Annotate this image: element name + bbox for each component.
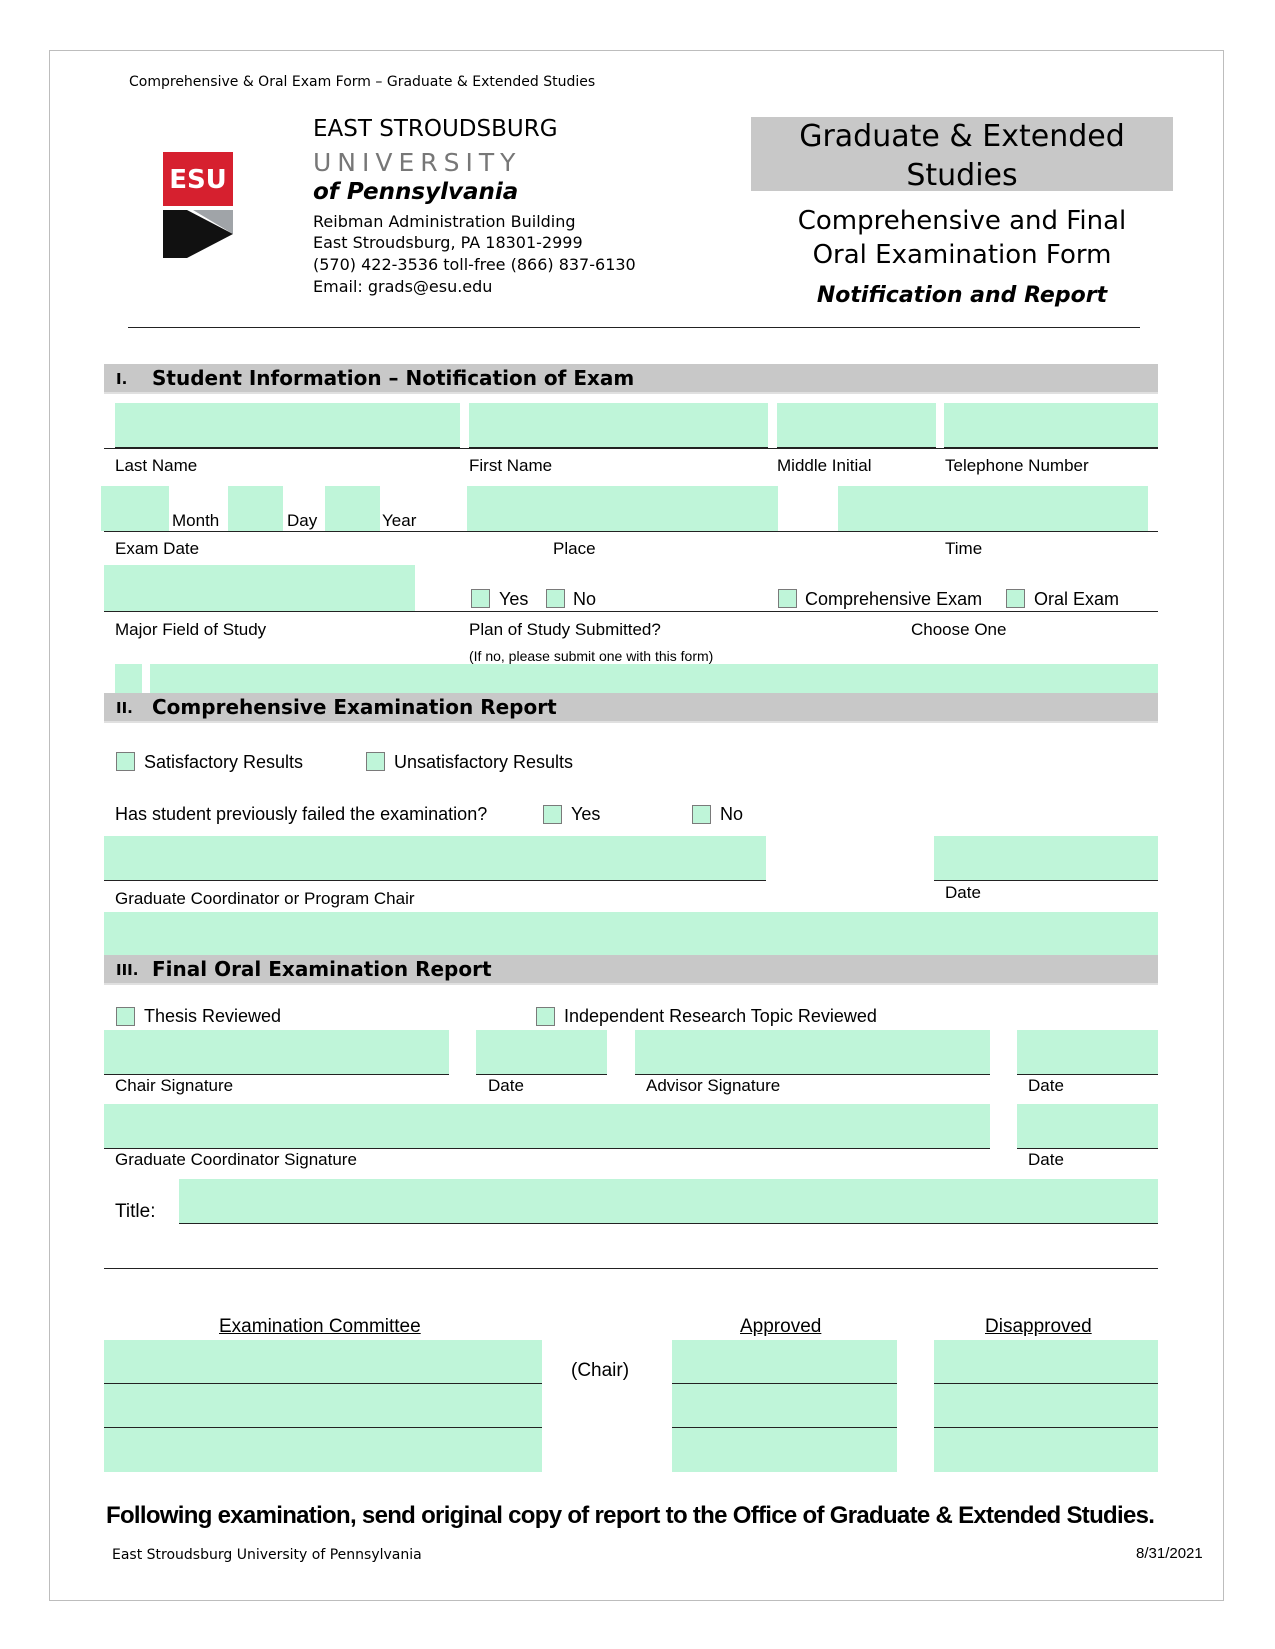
section-2-number: II. [116, 699, 133, 717]
section-3-header [104, 955, 1158, 985]
day-label: Day [287, 511, 318, 530]
plan-note-label: (If no, please submit one with this form) [469, 648, 714, 664]
running-title: Comprehensive & Oral Exam Form – Graduate & Extended Studies [129, 74, 596, 90]
approved-3-field[interactable] [672, 1428, 897, 1472]
exam-date-label: Exam Date [115, 539, 200, 558]
chair-date-label: Date [488, 1076, 524, 1095]
place-field[interactable] [467, 486, 778, 531]
section-1-number: I. [116, 370, 128, 388]
form-subtitle: Notification and Report [816, 283, 1108, 308]
unsatisfactory-label: Unsatisfactory Results [394, 752, 574, 772]
plan-no-checkbox[interactable] [546, 589, 565, 608]
form-title-line2: Oral Examination Form [812, 240, 1112, 270]
oral-exam-label: Oral Exam [1034, 589, 1120, 609]
oral-exam-checkbox[interactable] [1006, 589, 1025, 608]
year-label: Year [382, 511, 417, 530]
coordinator-signature-field[interactable] [104, 836, 766, 881]
disapproved-1-field[interactable] [934, 1340, 1158, 1384]
office-title-line1: Graduate & Extended [799, 119, 1125, 154]
exam-date-row-line [104, 531, 1158, 532]
approved-2-field[interactable] [672, 1384, 897, 1428]
form-title-line1: Comprehensive and Final [797, 206, 1127, 236]
satisfactory-label: Satisfactory Results [144, 752, 304, 772]
last-name-label: Last Name [115, 456, 198, 475]
advisor-date-field[interactable] [1017, 1030, 1158, 1075]
chair-signature-label: Chair Signature [115, 1076, 234, 1095]
thesis-reviewed-checkbox[interactable] [116, 1007, 135, 1026]
committee-member-2-field[interactable] [104, 1384, 542, 1428]
failed-question-label: Has student previously failed the examination? [115, 804, 488, 824]
chair-date-field[interactable] [476, 1030, 607, 1075]
failed-no-checkbox[interactable] [692, 805, 711, 824]
first-name-label: First Name [469, 456, 553, 475]
unsatisfactory-checkbox[interactable] [366, 752, 385, 771]
disapproved-3-field[interactable] [934, 1428, 1158, 1472]
exam-day-field[interactable] [228, 486, 283, 531]
section-1-title: Student Information – Notification of Exam [152, 366, 635, 390]
plan-of-study-label: Plan of Study Submitted? [469, 620, 661, 639]
major-label: Major Field of Study [115, 620, 267, 639]
esu-logo-text: ESU [169, 165, 227, 195]
section-3-title: Final Oral Examination Report [152, 957, 492, 981]
esu-logo [163, 152, 248, 264]
office-title-box [751, 117, 1173, 191]
section-3-number: III. [116, 961, 139, 979]
comprehensive-exam-checkbox[interactable] [778, 589, 797, 608]
failed-no-label: No [720, 804, 744, 824]
time-label: Time [945, 539, 983, 558]
approved-header: Approved [740, 1316, 822, 1337]
grad-coordinator-signature-label: Graduate Coordinator Signature [115, 1150, 357, 1169]
section-3-divider [104, 1268, 1158, 1269]
header-divider [128, 327, 1140, 328]
middle-initial-label: Middle Initial [777, 456, 872, 475]
section-1-spacer-field-b[interactable] [150, 664, 1158, 693]
chair-signature-field[interactable] [104, 1030, 449, 1075]
first-name-field[interactable] [469, 403, 768, 448]
office-title-line2: Studies [906, 158, 1018, 193]
coordinator-date-field[interactable] [934, 836, 1158, 881]
form-title [751, 204, 1173, 272]
coordinator-label: Graduate Coordinator or Program Chair [115, 889, 415, 908]
section-2-header [104, 693, 1158, 723]
university-name-line1: EAST STROUDSBURG [313, 116, 558, 142]
footer-instruction: Following examination, send original copy of report to the Office of Graduate & Extended Studies. [106, 1502, 1155, 1529]
advisor-signature-field[interactable] [635, 1030, 990, 1075]
advisor-date-label: Date [1028, 1076, 1064, 1095]
section-1-spacer-field-a[interactable] [115, 664, 142, 693]
exam-month-field[interactable] [101, 486, 169, 531]
coordinator-date-label: Date [945, 883, 981, 902]
telephone-field[interactable] [944, 403, 1158, 448]
committee-member-3-field[interactable] [104, 1428, 542, 1472]
grad-coordinator-signature-field[interactable] [104, 1104, 990, 1149]
university-name-line2: UNIVERSITY [313, 148, 522, 177]
university-name-line3: of Pennsylvania [313, 179, 519, 205]
place-label: Place [553, 539, 596, 558]
section-2-title: Comprehensive Examination Report [152, 695, 557, 719]
approved-1-field[interactable] [672, 1340, 897, 1384]
email-line: Email: grads@esu.edu [313, 277, 493, 296]
grad-coordinator-date-field[interactable] [1017, 1104, 1158, 1149]
footer-university: East Stroudsburg University of Pennsylvania [112, 1547, 422, 1563]
month-label: Month [172, 511, 220, 530]
section-1-header [104, 364, 1158, 394]
comprehensive-exam-label: Comprehensive Exam [805, 589, 983, 609]
phone-line: (570) 422-3536 toll-free (866) 837-6130 [313, 255, 636, 274]
section-2-spacer-field[interactable] [104, 912, 1158, 955]
disapproved-header: Disapproved [985, 1316, 1092, 1337]
title-label: Title: [115, 1201, 156, 1222]
committee-header: Examination Committee [219, 1316, 421, 1337]
choose-one-label: Choose One [911, 620, 1007, 639]
failed-yes-label: Yes [571, 804, 601, 824]
research-reviewed-label: Independent Research Topic Reviewed [564, 1006, 877, 1026]
title-field[interactable] [179, 1179, 1158, 1224]
failed-yes-checkbox[interactable] [543, 805, 562, 824]
last-name-field[interactable] [115, 403, 460, 448]
exam-year-field[interactable] [325, 486, 380, 531]
major-field[interactable] [104, 565, 415, 611]
chair-note-label: (Chair) [571, 1360, 630, 1381]
plan-no-label: No [573, 589, 597, 609]
address-line2: East Stroudsburg, PA 18301-2999 [313, 233, 583, 252]
committee-member-1-field[interactable] [104, 1340, 542, 1384]
plan-yes-label: Yes [499, 589, 529, 609]
satisfactory-checkbox[interactable] [116, 752, 135, 771]
plan-yes-checkbox[interactable] [471, 589, 490, 608]
address-line1: Reibman Administration Building [313, 212, 576, 231]
time-field[interactable] [838, 486, 1148, 531]
major-row-line [104, 611, 1158, 612]
disapproved-2-field[interactable] [934, 1384, 1158, 1428]
advisor-signature-label: Advisor Signature [646, 1076, 781, 1095]
thesis-reviewed-label: Thesis Reviewed [144, 1006, 282, 1026]
name-row-line [104, 448, 1158, 449]
middle-initial-field[interactable] [777, 403, 936, 448]
research-reviewed-checkbox[interactable] [536, 1007, 555, 1026]
footer-date: 8/31/2021 [1136, 1545, 1203, 1562]
telephone-label: Telephone Number [945, 456, 1089, 475]
grad-coordinator-date-label: Date [1028, 1150, 1064, 1169]
